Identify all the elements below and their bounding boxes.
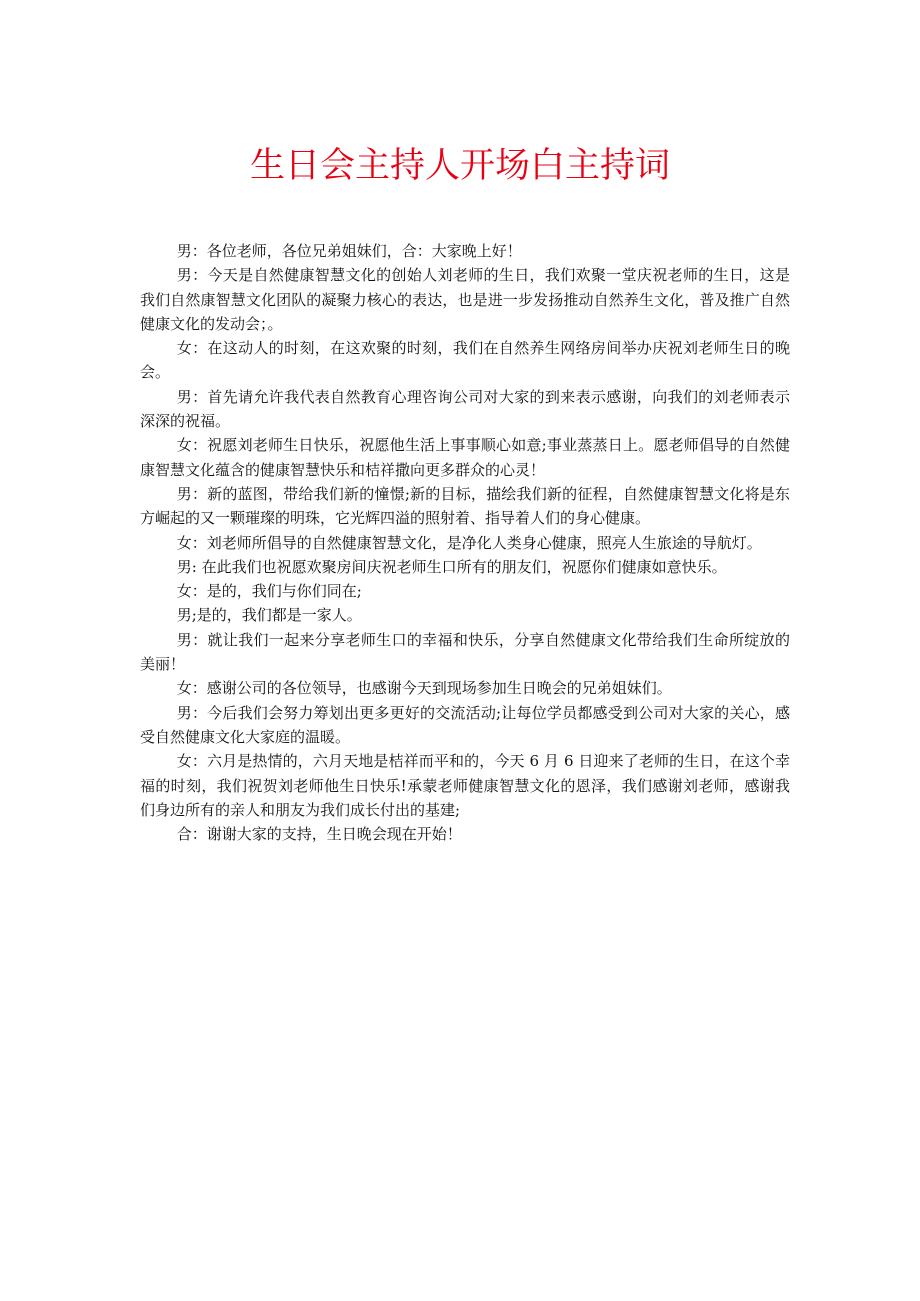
- paragraph-15: 合：谢谢大家的支持，生日晚会现在开始！: [176, 825, 462, 844]
- paragraph-10: 男;是的，我们都是一家人。: [176, 606, 362, 625]
- paragraph-3: 女：在这动人的时刻，在这欢聚的时刻，我们在自然养生网络房间举办庆祝刘老师生日的晚会。: [140, 339, 790, 382]
- paragraph-13: 男：今后我们会努力筹划出更多更好的交流活动;让每位学员都感受到公司对大家的关心，感受自然健康文化大家庭的温暖。: [140, 703, 790, 746]
- paragraph-1: 男：各位老师，各位兄弟姐妹们，合：大家晚上好！: [176, 242, 522, 260]
- paragraph-7: 女：刘老师所倡导的自然健康智慧文化，是净化人类身心健康，照亮人生旅途的导航灯。: [176, 533, 762, 552]
- paragraph-4: 男：首先请允许我代表自然教育心理咨询公司对大家的到来表示感谢，向我们的刘老师表示深深的祝福。: [140, 387, 790, 431]
- paragraph-2: 男：今天是自然健康智慧文化的创始人刘老师的生日，我们欢聚一堂庆祝老师的生日，这是我们自然康智慧文化团队的凝聚力核心的表达，也是进一步发扬推动自然养生文化，普及推广自然健康文化的发动会；。: [140, 266, 790, 333]
- paragraph-6: 男：新的蓝图，带给我们新的憧憬;新的目标，描绘我们新的征程，自然健康智慧文化将是东方崛起的又一颗璀璨的明珠，它光辉四溢的照射着、指导着人们的身心健康。: [140, 484, 790, 528]
- paragraph-9: 女：是的，我们与你们同在;: [176, 582, 362, 601]
- paragraph-12: 女：感谢公司的各位领导，也感谢今天到现场参加生日晚会的兄弟姐妹们。: [176, 679, 672, 698]
- document-title: 生日会主持人开场白主持词: [249, 146, 670, 186]
- paragraph-14: 女：六月是热情的，六月天地是桔祥而平和的，今天 6 月 6 日迎来了老师的生日，在这个幸福的时刻，我们祝贺刘老师他生日快乐!承蒙老师健康智慧文化的恩泽，我们感谢刘老师，感谢我们身边所有的亲人和朋友为我们成长付出的基建;: [140, 752, 790, 819]
- paragraph-8: 男: 在此我们也祝愿欢聚房间庆祝老师生口所有的朋友们，祝愿你们健康如意快乐。: [176, 557, 727, 576]
- paragraph-5: 女：祝愿刘老师生日快乐，祝愿他生活上事事顺心如意;事业蒸蒸日上。愿老师倡导的自然健康智慧文化蕴含的健康智慧快乐和桔祥撒向更多群众的心灵！: [140, 436, 790, 479]
- document-body: [140, 239, 790, 846]
- paragraph-11: 男：就让我们一起来分享老师生口的幸福和快乐，分享自然健康文化带给我们生命所绽放的美丽！: [140, 630, 790, 674]
